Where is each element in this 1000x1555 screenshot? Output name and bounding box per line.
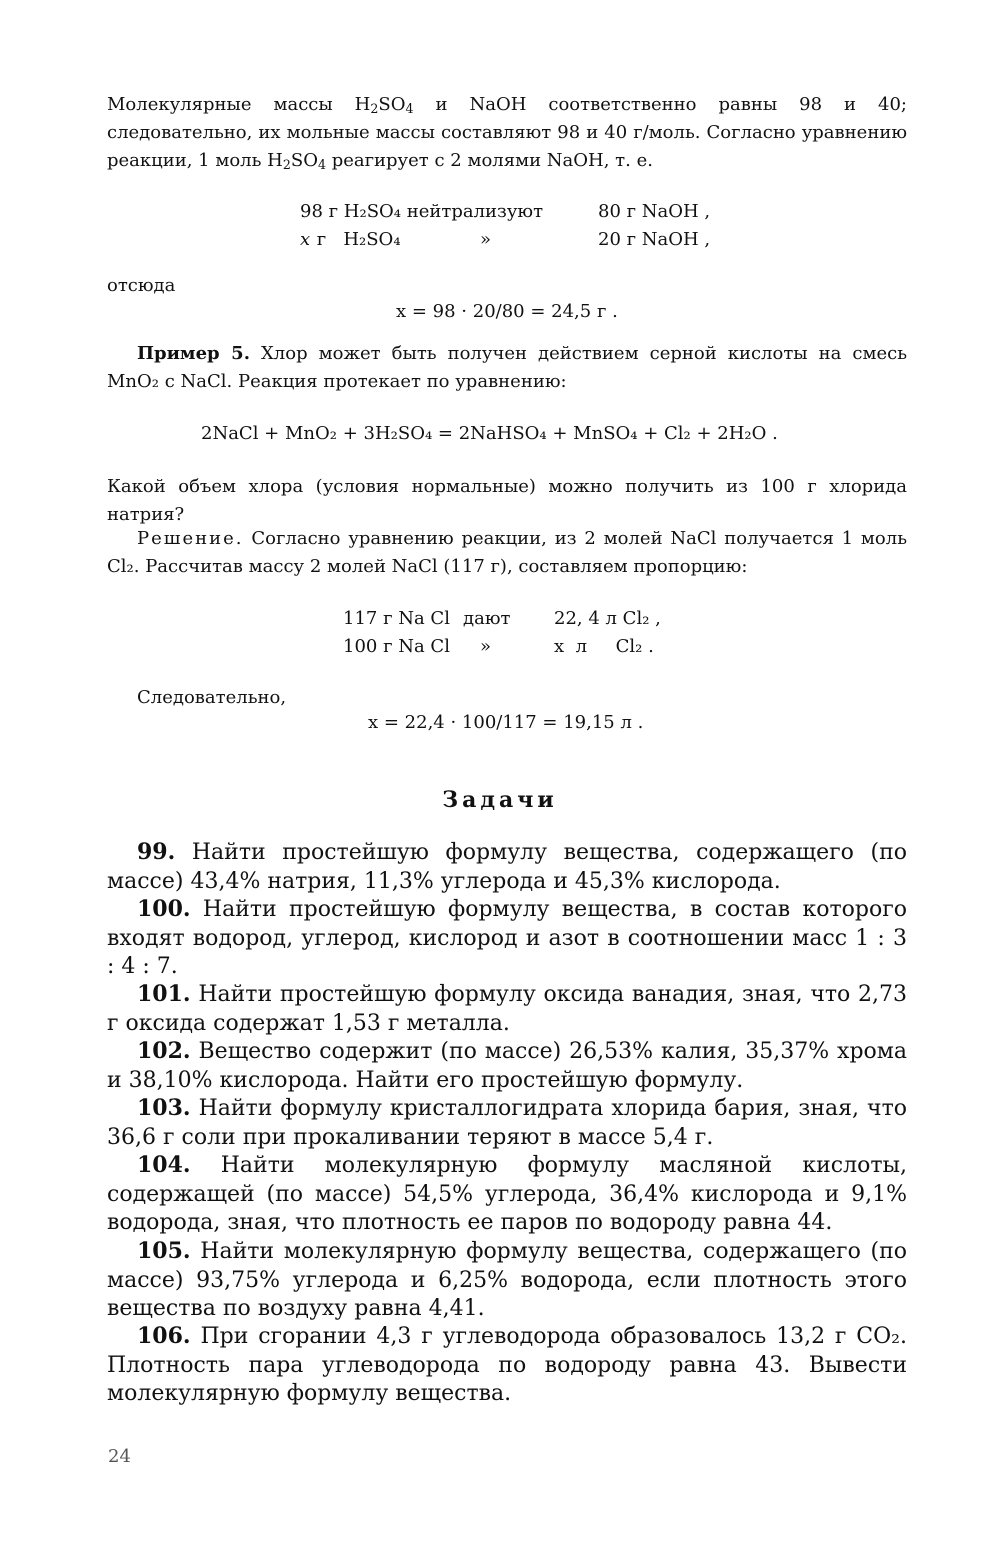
intro-sub-1: 2 [370,101,379,117]
intro-text-1: Молекулярные массы H [107,94,371,115]
sledovatelno-word: Следовательно, [137,687,287,708]
reaction-equation: 2NaCl + MnO₂ + 3H₂SO₄ = 2NaHSO₄ + MnSO₄ + Cl₂ + 2H₂O . [201,423,778,444]
prop2-r2-ditto: » [480,636,492,657]
solution-paragraph [107,525,907,581]
task-number: 105. [137,1238,191,1264]
intro-text-4: SO [290,150,318,171]
task-number: 103. [137,1095,191,1121]
example-5-label: Пример 5. [137,343,250,364]
task-number: 99. [137,839,176,865]
task-105 [107,1237,907,1324]
task-100 [107,895,907,982]
prop2-r2-right: x л Cl₂ . [554,636,654,657]
task-102 [107,1037,907,1095]
prop1-r2-left: г H₂SO₄ [311,229,401,250]
example-5-text: Хлор может быть получен действием серной кислоты на смесь MnO₂ с NaCl. Реакция протекает по уравнению: [107,343,907,392]
prop2-r1-middle: дают [463,608,511,629]
intro-paragraph [107,91,907,175]
prop1-r2-right: 20 г NaOH , [598,229,711,250]
intro-text-2: SO [378,94,406,115]
task-text: Найти простейшую формулу оксида ванадия, зная, что 2,73 г оксида содержат 1,53 г металла. [107,982,907,1036]
task-text: При сгорании 4,3 г углеводорода образовалось 13,2 г CO₂. Плотность пара углеводорода по водороду равна 43. Вывести молекулярную формулу вещества. [107,1324,907,1406]
task-text: Найти простейшую формулу вещества, содержащего (по массе) 43,4% натрия, 11,3% углерода и 45,3% кислорода. [107,840,907,894]
task-text: Найти простейшую формулу вещества, в состав которого входят водород, углерод, кислород и азот в соотношении масс 1 : 3 : 4 : 7. [107,897,907,979]
task-number: 102. [137,1038,191,1064]
prop2-r1-right: 22, 4 л Cl₂ , [554,608,661,629]
intro-text-3: и NaOH соответственно равны 98 и 40; следовательно, их мольные массы составляют 98 и 40 г/моль. Согласно уравнению реакции, 1 моль H [107,94,907,171]
task-101 [107,980,907,1038]
prop2-r1-left: 117 г Na Cl [343,608,450,629]
intro-text-5: реагирует с 2 молями NaOH, т. е. [325,150,653,171]
task-text: Найти молекулярную формулу масляной кислоты, содержащей (по массе) 54,5% углерода, 36,4% кислорода и 9,1% водорода, зная, что плотность ее паров по водороду равна 44. [107,1153,907,1235]
question-paragraph: Какой объем хлора (условия нормальные) можно получить из 100 г хлорида натрия? [107,476,907,525]
section-heading: Задачи [442,787,558,813]
task-text: Найти молекулярную формулу вещества, содержащего (по массе) 93,75% углерода и 6,25% водорода, если плотность этого вещества по воздуху равна 4,41. [107,1239,907,1321]
prop1-r2-ditto: » [480,229,492,250]
prop1-r2-var: x [300,229,311,250]
task-number: 106. [137,1323,191,1349]
task-number: 101. [137,981,191,1007]
otsyuda-word: отсюда [107,275,176,296]
example-5-paragraph [107,340,907,396]
intro-sub-4: 4 [317,157,326,173]
task-text: Вещество содержит (по массе) 26,53% калия, 35,37% хрома и 38,10% кислорода. Найти его простейшую формулу. [107,1039,907,1093]
solution-text: Согласно уравнению реакции, из 2 молей NaCl получается 1 моль Cl₂. Рассчитав массу 2 молей NaCl (117 г), составляем пропорцию: [107,528,907,577]
intro-sub-3: 2 [282,157,291,173]
solution-label: Решение. [137,528,244,549]
task-106 [107,1322,907,1409]
prop1-r1-left: 98 г H₂SO₄ нейтрализуют [300,201,544,222]
intro-sub-2: 4 [405,101,414,117]
prop1-r1-right: 80 г NaOH , [598,201,711,222]
task-103 [107,1094,907,1152]
task-104 [107,1151,907,1238]
task-number: 104. [137,1152,191,1178]
task-text: Найти формулу кристаллогидрата хлорида бария, зная, что 36,6 г соли при прокаливании теряют в массе 5,4 г. [107,1096,907,1150]
result-2-formula: x = 22,4 · 100/117 = 19,15 л . [368,712,644,733]
prop2-r2-left: 100 г Na Cl [343,636,450,657]
task-99 [107,838,907,896]
page-number: 24 [108,1446,131,1467]
result-1-formula: x = 98 · 20/80 = 24,5 г . [396,301,618,322]
task-number: 100. [137,896,191,922]
